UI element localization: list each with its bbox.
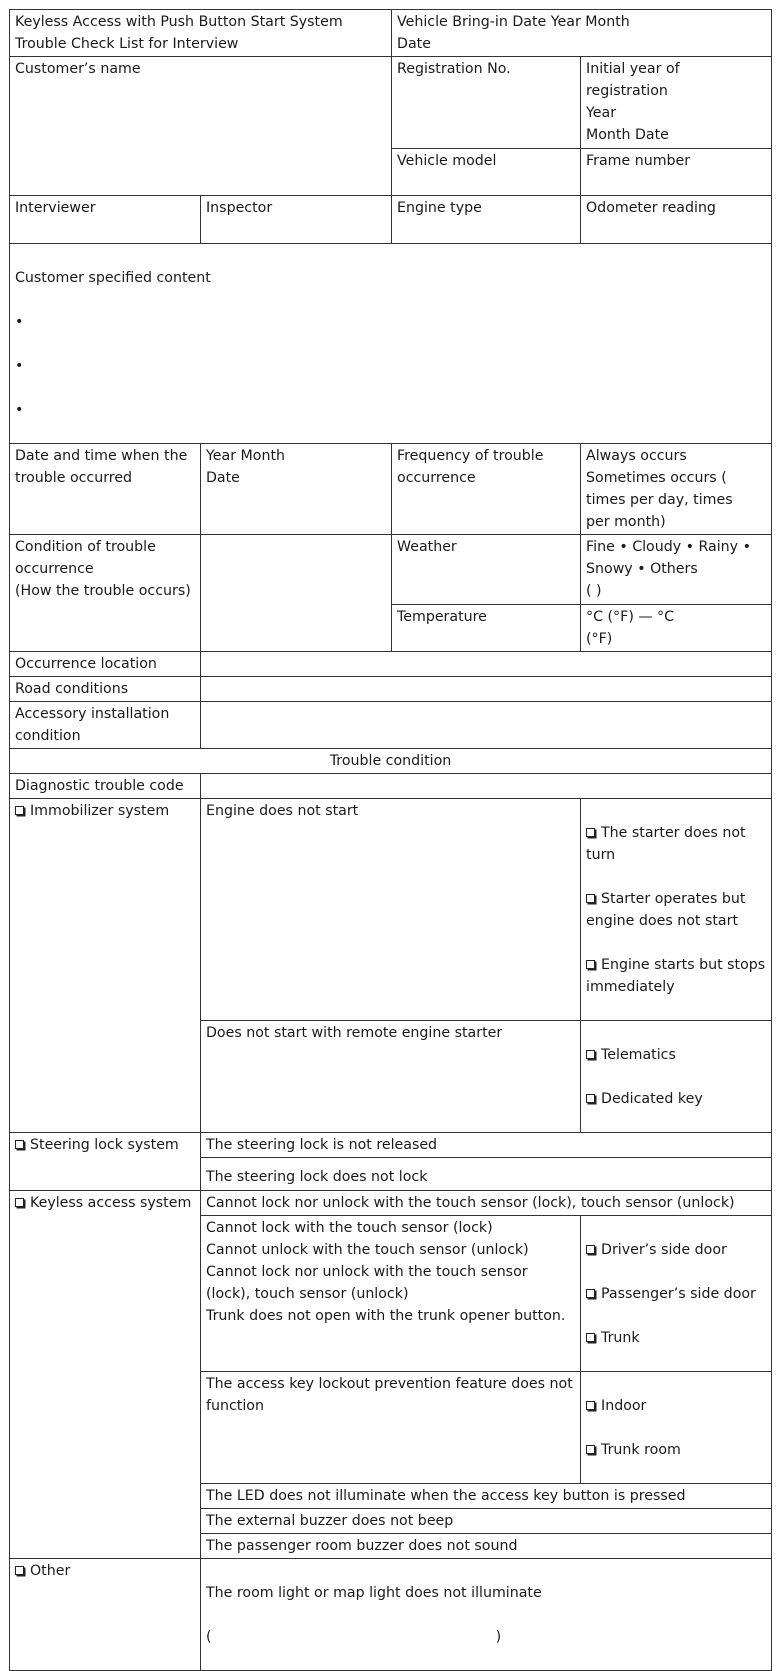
odometer-field[interactable]: Odometer reading (581, 196, 772, 244)
diagnostic-trouble-code-label: Diagnostic trouble code (10, 774, 201, 799)
vehicle-model-field[interactable]: Vehicle model (392, 149, 581, 196)
external-buzzer-item: The external buzzer does not beep (201, 1509, 772, 1534)
starter-does-not-turn-checkbox[interactable] (586, 822, 766, 866)
other-label: Other (30, 1563, 71, 1579)
checkbox-icon (586, 894, 595, 903)
lockout-options (581, 1372, 772, 1484)
steering-lock-not-released-item: The steering lock is not released (201, 1133, 772, 1158)
customer-specified-content-field[interactable] (10, 244, 772, 444)
occurrence-location-field[interactable] (201, 652, 772, 677)
checkbox-icon (586, 1289, 595, 1298)
weather-label: Weather (392, 535, 581, 605)
led-not-illuminate-item: The LED does not illuminate when the access key button is pressed (201, 1484, 772, 1509)
temperature-field[interactable]: °C (°F) — °C (°F) (581, 605, 772, 652)
customer-content-label: Customer specified content (15, 270, 211, 286)
customer-content-bullet: • (15, 358, 24, 374)
option-label: Passenger’s side door (601, 1286, 756, 1302)
option-label: Indoor (601, 1398, 647, 1414)
checkbox-icon (586, 1333, 595, 1342)
option-label: Driver’s side door (601, 1242, 727, 1258)
checkbox-icon (586, 828, 595, 837)
option-label: Telematics (601, 1047, 676, 1063)
temperature-label: Temperature (392, 605, 581, 652)
option-label: Dedicated key (601, 1091, 703, 1107)
checkbox-icon (586, 1245, 595, 1254)
road-conditions-label: Road conditions (10, 677, 201, 702)
engine-start-options (581, 799, 772, 1021)
immobilizer-system-checkbox[interactable] (10, 799, 201, 1133)
room-light-item[interactable] (201, 1559, 772, 1671)
other-details-field[interactable]: ( ) (206, 1629, 502, 1645)
weather-field[interactable]: Fine • Cloudy • Rainy • Snowy • Others ( ) (581, 535, 772, 605)
checkbox-icon (586, 1050, 595, 1059)
road-conditions-field[interactable] (201, 677, 772, 702)
occurrence-location-label: Occurrence location (10, 652, 201, 677)
diagnostic-trouble-code-field[interactable] (201, 774, 772, 799)
option-label: Engine starts but stops immediately (586, 957, 766, 995)
engine-does-not-start-item: Engine does not start (201, 799, 581, 1021)
bring-in-date-field[interactable]: Vehicle Bring-in Date Year Month Date (392, 10, 772, 57)
trouble-condition-section-title: Trouble condition (10, 749, 772, 774)
frequency-field[interactable]: Always occurs Sometimes occurs ( times per day, times per month) (581, 444, 772, 535)
frequency-label: Frequency of trouble occurrence (392, 444, 581, 535)
checkbox-icon (586, 1094, 595, 1103)
trunk-checkbox[interactable] (586, 1327, 766, 1349)
drivers-side-door-checkbox[interactable] (586, 1239, 766, 1261)
checkbox-icon (15, 1140, 24, 1149)
trouble-condition-label: Condition of trouble occurrence (How the trouble occurs) (10, 535, 201, 652)
keyless-access-system-checkbox[interactable] (10, 1191, 201, 1559)
other-checkbox[interactable] (10, 1559, 201, 1671)
checkbox-icon (15, 1566, 24, 1575)
registration-number-field[interactable]: Registration No. (392, 57, 581, 149)
lock-unlock-touch-sensor-item: Cannot lock nor unlock with the touch sensor (lock), touch sensor (unlock) (201, 1191, 772, 1216)
inspector-field[interactable]: Inspector (201, 196, 392, 244)
accessory-installation-field[interactable] (201, 702, 772, 749)
customer-content-bullet: • (15, 314, 24, 330)
checkbox-icon (15, 1198, 24, 1207)
checkbox-icon (586, 960, 595, 969)
passengers-side-door-checkbox[interactable] (586, 1283, 766, 1305)
customer-name-field[interactable]: Customer’s name (10, 57, 392, 196)
remote-starter-item: Does not start with remote engine starter (201, 1021, 581, 1133)
trunk-room-checkbox[interactable] (586, 1439, 766, 1461)
dedicated-key-checkbox[interactable] (586, 1088, 766, 1110)
engine-type-field[interactable]: Engine type (392, 196, 581, 244)
steering-lock-does-not-lock-item: The steering lock does not lock (201, 1158, 772, 1191)
occurrence-date-label: Date and time when the trouble occurred (10, 444, 201, 535)
room-buzzer-item: The passenger room buzzer does not sound (201, 1534, 772, 1559)
trouble-condition-field[interactable] (201, 535, 392, 652)
option-label: Starter operates but engine does not start (586, 891, 746, 929)
option-label: Trunk (601, 1330, 640, 1346)
occurrence-date-field[interactable]: Year Month Date (201, 444, 392, 535)
room-light-label: The room light or map light does not illuminate (206, 1585, 542, 1601)
accessory-installation-label: Accessory installation condition (10, 702, 201, 749)
lockout-prevention-item: The access key lockout prevention feature does not function (201, 1372, 581, 1484)
starter-operates-checkbox[interactable] (586, 888, 766, 932)
checkbox-icon (15, 806, 24, 815)
checkbox-icon (586, 1445, 595, 1454)
interviewer-field[interactable]: Interviewer (10, 196, 201, 244)
immobilizer-system-label: Immobilizer system (30, 803, 170, 819)
remote-starter-options (581, 1021, 772, 1133)
touch-sensor-issues-item: Cannot lock with the touch sensor (lock) Cannot unlock with the touch sensor (unlock) Cannot lock nor unlock with the touch sensor (lock), touch sensor (unlock) Trunk does not open with the trunk opener button. (201, 1216, 581, 1372)
option-label: The starter does not turn (586, 825, 746, 863)
customer-content-bullet: • (15, 402, 24, 418)
keyless-access-system-label: Keyless access system (30, 1195, 192, 1211)
initial-registration-year-field[interactable]: Initial year of registration Year Month Date (581, 57, 772, 149)
checkbox-icon (586, 1401, 595, 1410)
steering-lock-system-checkbox[interactable] (10, 1133, 201, 1191)
steering-lock-system-label: Steering lock system (30, 1137, 179, 1153)
telematics-checkbox[interactable] (586, 1044, 766, 1066)
trouble-check-list-form (9, 9, 772, 1671)
option-label: Trunk room (601, 1442, 681, 1458)
engine-starts-stops-checkbox[interactable] (586, 954, 766, 998)
frame-number-field[interactable]: Frame number (581, 149, 772, 196)
form-title: Keyless Access with Push Button Start System Trouble Check List for Interview (10, 10, 392, 57)
door-options (581, 1216, 772, 1372)
indoor-checkbox[interactable] (586, 1395, 766, 1417)
